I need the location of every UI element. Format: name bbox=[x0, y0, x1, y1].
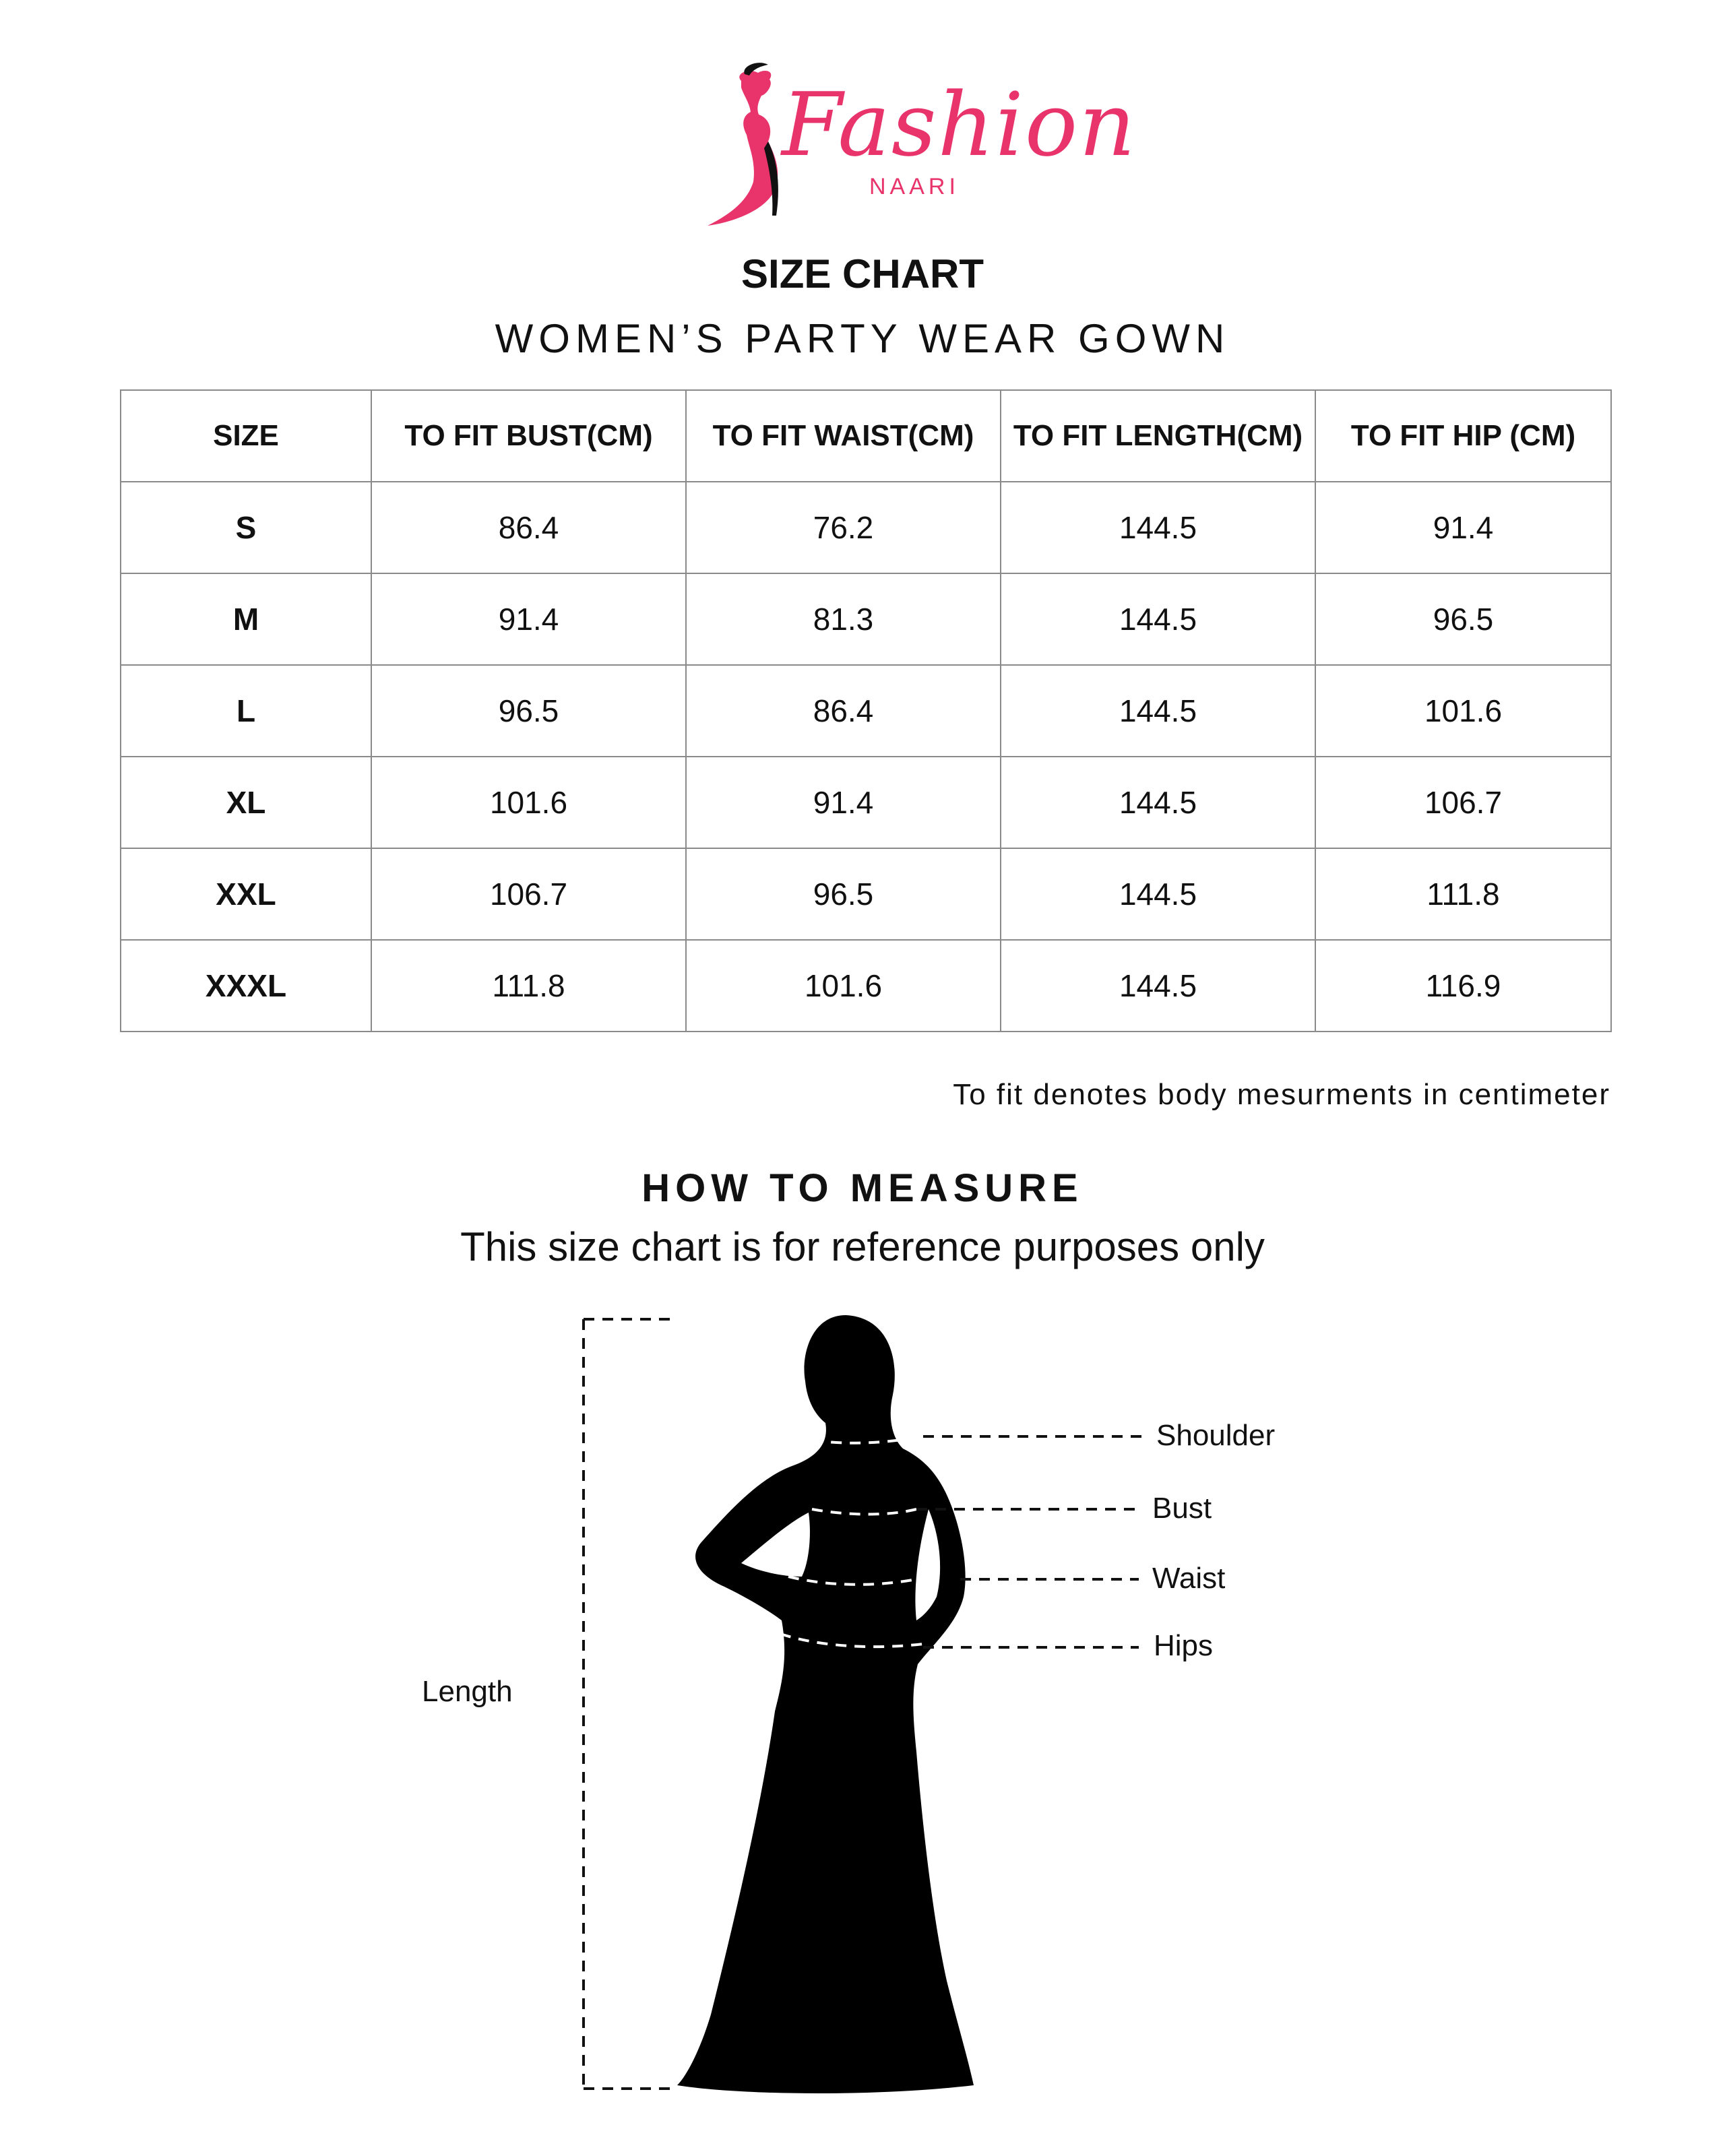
how-to-measure-subtitle: This size chart is for reference purposes only bbox=[460, 1224, 1265, 1269]
waist-cell: 81.3 bbox=[686, 573, 1001, 665]
header-size: SIZE bbox=[121, 390, 371, 482]
shoulder-label: Shoulder bbox=[1156, 1419, 1276, 1452]
size-cell: XXL bbox=[121, 848, 371, 940]
waist-cell: 76.2 bbox=[686, 482, 1001, 573]
size-cell: M bbox=[121, 573, 371, 665]
bust-cell: 101.6 bbox=[371, 757, 686, 848]
bust-cell: 86.4 bbox=[371, 482, 686, 573]
hip-cell: 106.7 bbox=[1315, 757, 1611, 848]
length-cell: 144.5 bbox=[1001, 940, 1315, 1032]
measurement-note: To fit denotes body mesurments in centimeter bbox=[953, 1078, 1610, 1111]
how-to-measure-title: HOW TO MEASURE bbox=[641, 1166, 1084, 1210]
hip-cell: 101.6 bbox=[1315, 665, 1611, 757]
bust-cell: 111.8 bbox=[371, 940, 686, 1032]
hip-cell: 111.8 bbox=[1315, 848, 1611, 940]
waist-label: Waist bbox=[1152, 1562, 1226, 1595]
hips-label: Hips bbox=[1154, 1629, 1214, 1662]
length-cell: 144.5 bbox=[1001, 848, 1315, 940]
waist-cell: 101.6 bbox=[686, 940, 1001, 1032]
brand-name: Fashion bbox=[782, 73, 1137, 176]
table-row bbox=[121, 757, 1611, 848]
page-title: SIZE CHART bbox=[741, 251, 984, 296]
hip-cell: 96.5 bbox=[1315, 573, 1611, 665]
page-subtitle: WOMEN’S PARTY WEAR GOWN bbox=[495, 316, 1230, 361]
brand-sub: NAARI bbox=[869, 174, 960, 199]
table-row bbox=[121, 573, 1611, 665]
hip-cell: 116.9 bbox=[1315, 940, 1611, 1032]
length-cell: 144.5 bbox=[1001, 482, 1315, 573]
hip-cell: 91.4 bbox=[1315, 482, 1611, 573]
size-cell: S bbox=[121, 482, 371, 573]
size-table bbox=[120, 389, 1612, 1032]
length-bracket bbox=[584, 1319, 677, 2089]
gown-silhouette-diagram bbox=[0, 1280, 1725, 2156]
bust-cell: 96.5 bbox=[371, 665, 686, 757]
length-cell: 144.5 bbox=[1001, 573, 1315, 665]
waist-cell: 86.4 bbox=[686, 665, 1001, 757]
size-cell: XXXL bbox=[121, 940, 371, 1032]
bust-label: Bust bbox=[1152, 1492, 1212, 1525]
bust-cell: 106.7 bbox=[371, 848, 686, 940]
size-cell: L bbox=[121, 665, 371, 757]
length-cell: 144.5 bbox=[1001, 665, 1315, 757]
waist-cell: 91.4 bbox=[686, 757, 1001, 848]
table-row bbox=[121, 482, 1611, 573]
silhouette-figure bbox=[677, 1315, 974, 2093]
header-hip: TO FIT HIP (CM) bbox=[1315, 390, 1611, 482]
waist-cell: 96.5 bbox=[686, 848, 1001, 940]
table-row bbox=[121, 848, 1611, 940]
length-cell: 144.5 bbox=[1001, 757, 1315, 848]
header-length: TO FIT LENGTH(CM) bbox=[1001, 390, 1315, 482]
size-cell: XL bbox=[121, 757, 371, 848]
table-row bbox=[121, 940, 1611, 1032]
header-bust: TO FIT BUST(CM) bbox=[371, 390, 686, 482]
length-label: Length bbox=[422, 1675, 513, 1708]
header-waist: TO FIT WAIST(CM) bbox=[686, 390, 1001, 482]
bust-cell: 91.4 bbox=[371, 573, 686, 665]
table-header-row bbox=[121, 390, 1611, 482]
table-row bbox=[121, 665, 1611, 757]
